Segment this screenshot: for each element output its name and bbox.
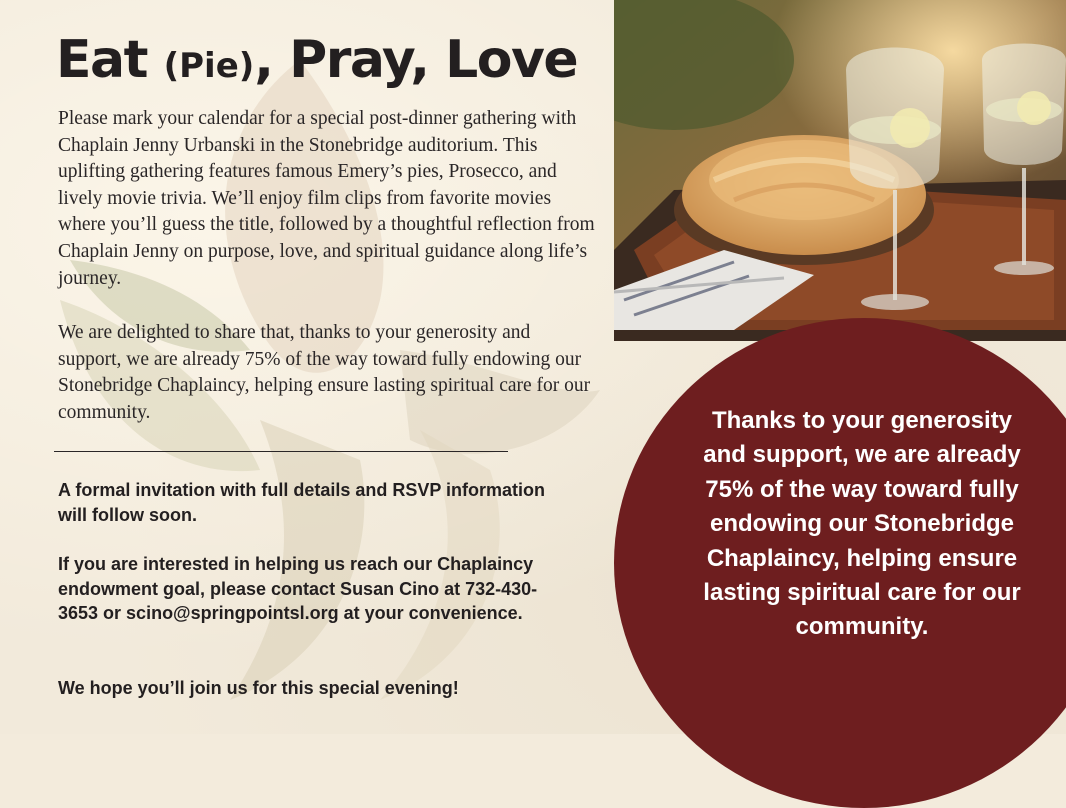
page-title: [56, 30, 578, 90]
endowment-paragraph: We are delighted to share that, thanks to your generosity and support, we are already 75% of the way toward fully endowing our Stonebridge Chaplaincy, helping ensure lasting spiritual care for our community.: [58, 322, 591, 423]
title-pray-love: , Pray, Love: [254, 30, 578, 90]
contact-note: If you are interested in helping us reach our Chaplaincy endowment goal, please contact Susan Cino at 732-430-3653 or scino@springpointsl.org at your convenience.: [58, 554, 538, 623]
title-eat: Eat: [56, 30, 147, 90]
divider: [54, 451, 508, 452]
pie-and-wine-photo: [614, 0, 1066, 341]
invitation-note: A formal invitation with full details and RSVP information will follow soon.: [58, 480, 546, 525]
callout-text: Thanks to your generosity and support, we are already 75% of the way toward fully endowing our Stonebridge Chaplaincy, helping ensure lasting spiritual care for our community.: [703, 407, 1021, 641]
event-description: Please mark your calendar for a special post-dinner gathering with Chaplain Jenny Urbanski in the Stonebridge auditorium. This uplifting gathering features famous Emery’s pies, Prosecco, and lively movie trivia. We’ll enjoy film clips from favorite movies where you’ll guess the title, followed by a thoughtful reflection from Chaplain Jenny on purpose, love, and spiritual guidance along life’s journey.: [58, 108, 595, 289]
closing-note: We hope you’ll join us for this special evening!: [58, 678, 459, 698]
title-pie: (Pie): [163, 46, 255, 86]
